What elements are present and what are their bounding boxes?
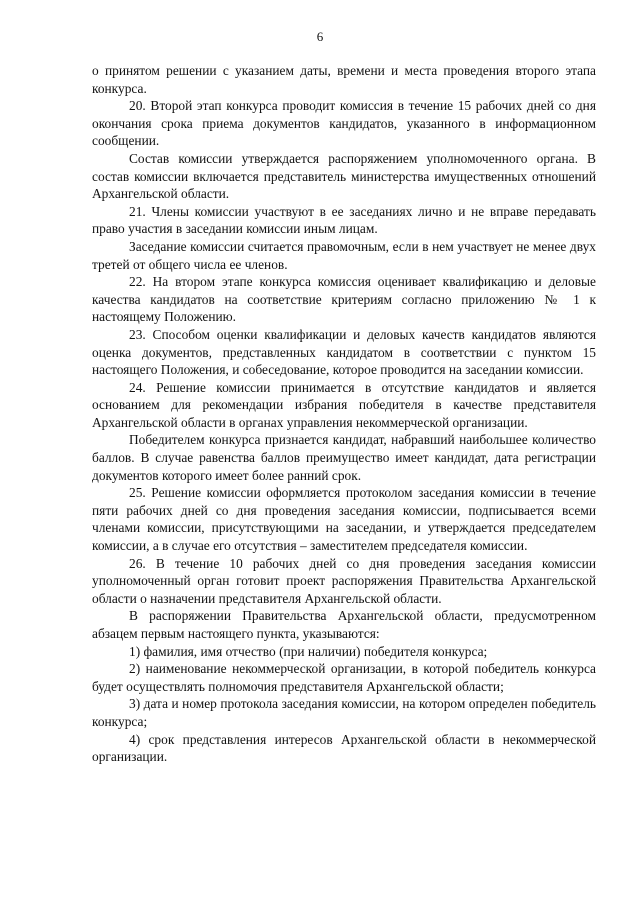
paragraph-continuation: о принятом решении с указанием даты, времени и места проведения второго этапа конкурса. bbox=[92, 63, 596, 96]
paragraph-item-20: 20. Второй этап конкурса проводит комиссия в течение 15 рабочих дней со дня окончания срока приема документов кандидатов, указанного в информационном сообщении. bbox=[92, 98, 596, 149]
paragraph-item-23: 23. Способом оценки квалификации и деловых качеств кандидатов являются оценка документов, представленных кандидатом в соответствии с пунктом 15 настоящего Положения, и собеседование, которое проводится на заседании комиссии. bbox=[92, 326, 596, 378]
list-item-1: 1) фамилия, имя отчество (при наличии) победителя конкурса; bbox=[129, 643, 488, 659]
list-item-4: 4) срок представления интересов Архангельской области в некоммерческой организации. bbox=[92, 731, 596, 765]
paragraph-winner: Победителем конкурса признается кандидат, набравший наибольшее количество баллов. В случае равенства баллов преимущество имеет кандидат, дата регистрации документов которого имеет более ранний срок. bbox=[92, 432, 596, 483]
paragraph-quorum: Заседание комиссии считается правомочным, если в нем участвует не менее двух третей от общего числа ее членов. bbox=[92, 238, 596, 272]
paragraph-item-25: 25. Решение комиссии оформляется протоколом заседания комиссии в течение пяти рабочих дней со дня проведения заседания комиссии, подписывается всеми членами комиссии, присутствующими на заседании, и утверждается председателем комиссии, а в случае его отсутствия – заместителем председателя комиссии. bbox=[92, 485, 596, 554]
list-item-2: 2) наименование некоммерческой организации, в которой победитель конкурса будет осуществлять полномочия представителя Архангельской области; bbox=[92, 661, 596, 694]
paragraph-item-24: 24. Решение комиссии принимается в отсутствие кандидатов и является основанием для рекомендации избрания победителя в качестве представителя Архангельской области в органах управления некоммерческой организации. bbox=[92, 379, 596, 430]
paragraph-item-26: 26. В течение 10 рабочих дней со дня проведения заседания комиссии уполномоченный орган готовит проект распоряжения Правительства Архангельской области о назначении представителя Архангельской области. bbox=[92, 555, 596, 606]
paragraph-commission-composition: Состав комиссии утверждается распоряжением уполномоченного органа. В состав комиссии включается представитель министерства имущественных отношений Архангельской области. bbox=[92, 150, 596, 202]
paragraph-item-21: 21. Члены комиссии участвуют в ее заседаниях лично и не вправе передавать право участия в заседании комиссии иным лицам. bbox=[92, 203, 596, 237]
paragraph-order-contents: В распоряжении Правительства Архангельской области, предусмотренном абзацем первым настоящего пункта, указываются: bbox=[92, 608, 596, 641]
paragraph-item-22: 22. На втором этапе конкурса комиссия оценивает квалификацию и деловые качества кандидатов на соответствие критериям согласно приложению № 1 к настоящему Положению. bbox=[92, 274, 596, 325]
list-item-3: 3) дата и номер протокола заседания комиссии, на котором определен победитель конкурса; bbox=[92, 696, 596, 729]
page-number: 6 bbox=[316, 29, 324, 44]
document-body bbox=[92, 62, 596, 766]
